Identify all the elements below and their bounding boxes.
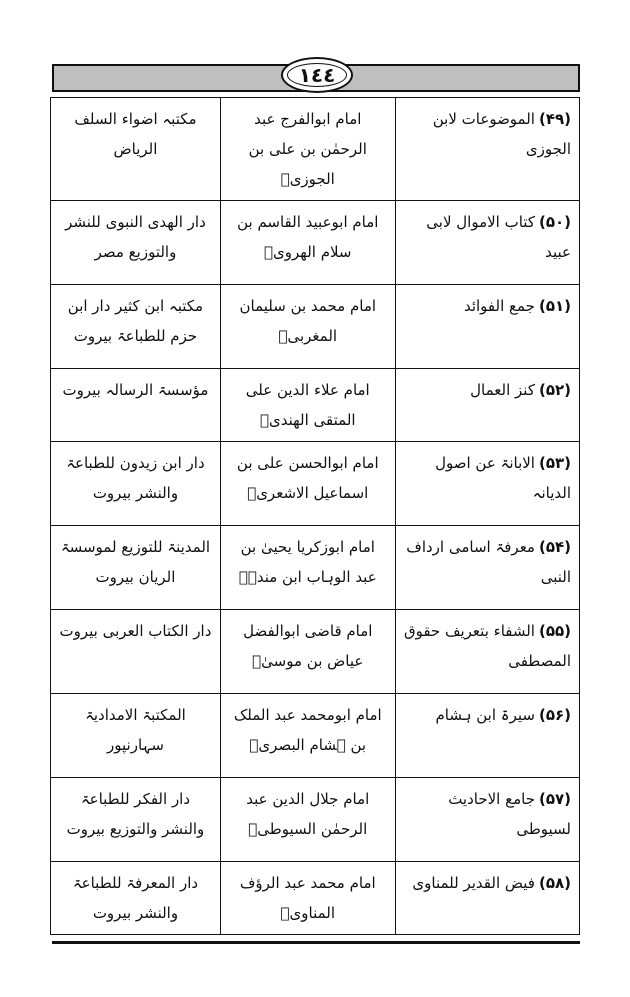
book-title: کنز العمال — [470, 381, 535, 399]
author-cell: امام ابوزکریا یحییٰ بن عبد الوہاب ابن مندہؒ — [220, 526, 395, 610]
page-number-text: ١٤٤ — [298, 63, 336, 87]
publisher-cell: دار الھدی النبوی للنشر والتوزیع مصر — [51, 201, 221, 285]
entry-number: (۵۲) — [538, 381, 571, 399]
book-title: فیض القدیر للمناوی — [412, 874, 535, 892]
references-table — [50, 97, 580, 935]
publisher-cell: دار الکتاب العربی بیروت — [51, 610, 221, 694]
book-title-cell — [395, 442, 579, 526]
book-title: الموضوعات لابن الجوزی — [432, 110, 571, 158]
book-title: کتاب الاموال لابی عبید — [426, 213, 571, 261]
table-row — [51, 862, 580, 935]
table-row — [51, 778, 580, 862]
book-title: الابانۃ عن اصول الدیانہ — [435, 454, 571, 502]
entry-number: (۵۸) — [538, 874, 571, 892]
table-row — [51, 98, 580, 201]
author-cell: امام ابوالفرج عبد الرحمٰن بن علی بن الجوزیؒ — [220, 98, 395, 201]
book-title-cell — [395, 694, 579, 778]
book-title-cell — [395, 201, 579, 285]
entry-number: (۵۰) — [538, 213, 571, 231]
author-cell: امام علاء الدین علی المتقی الھندیؒ — [220, 369, 395, 442]
author-cell: امام محمد عبد الرؤف المناویؒ — [220, 862, 395, 935]
entry-number: (۵۴) — [538, 538, 571, 556]
publisher-cell: دار ابن زیدون للطباعۃ والنشر بیروت — [51, 442, 221, 526]
book-title-cell — [395, 862, 579, 935]
book-title-cell — [395, 369, 579, 442]
author-cell: امام ابوالحسن علی بن اسماعیل الاشعریؒ — [220, 442, 395, 526]
entry-number: (۵۳) — [538, 454, 571, 472]
table-row — [51, 694, 580, 778]
entry-number: (۵۶) — [538, 706, 571, 724]
book-title-cell — [395, 285, 579, 369]
publisher-cell: المکتبۃ الامدادیۃ سہارنپور — [51, 694, 221, 778]
author-cell: امام جلال الدین عبد الرحمٰن السیوطیؒ — [220, 778, 395, 862]
book-title: الشفاء بتعریف حقوق المصطفی — [403, 622, 571, 670]
table-row — [51, 369, 580, 442]
page-number — [281, 57, 353, 93]
book-title: سیرۃ ابن ہشام — [435, 706, 535, 724]
book-title: جامع الاحادیث لسیوطی — [448, 790, 571, 838]
author-cell: امام محمد بن سلیمان المغربیؒ — [220, 285, 395, 369]
publisher-cell: مؤسسۃ الرسالہ بیروت — [51, 369, 221, 442]
entry-number: (۴۹) — [538, 110, 571, 128]
table-row — [51, 526, 580, 610]
publisher-cell: مکتبہ ابن کثیر دار ابن حزم للطباعۃ بیروت — [51, 285, 221, 369]
author-cell: امام ابومحمد عبد الملک بن ہشام البصریؒ — [220, 694, 395, 778]
book-title-cell — [395, 98, 579, 201]
author-cell: امام قاضی ابوالفضل عیاض بن موسیٰؒ — [220, 610, 395, 694]
book-title-cell — [395, 526, 579, 610]
publisher-cell: دار الفکر للطباعۃ والنشر والتوزیع بیروت — [51, 778, 221, 862]
book-title: جمع الفوائد — [463, 297, 535, 315]
author-cell: امام ابوعبید القاسم بن سلام الھرویؒ — [220, 201, 395, 285]
book-title: معرفۃ اسامی ارداف النبی — [406, 538, 571, 586]
entry-number: (۵۵) — [538, 622, 571, 640]
table-row — [51, 201, 580, 285]
entry-number: (۵۷) — [538, 790, 571, 808]
table-row — [51, 285, 580, 369]
table-row — [51, 442, 580, 526]
table-row — [51, 610, 580, 694]
publisher-cell: مکتبہ اضواء السلف الریاض — [51, 98, 221, 201]
book-title-cell — [395, 778, 579, 862]
publisher-cell: المدینۃ للتوزیع لموسسۃ الریان بیروت — [51, 526, 221, 610]
entry-number: (۵۱) — [538, 297, 571, 315]
footer-rule — [52, 941, 580, 944]
publisher-cell: دار المعرفۃ للطباعۃ والنشر بیروت — [51, 862, 221, 935]
book-title-cell — [395, 610, 579, 694]
